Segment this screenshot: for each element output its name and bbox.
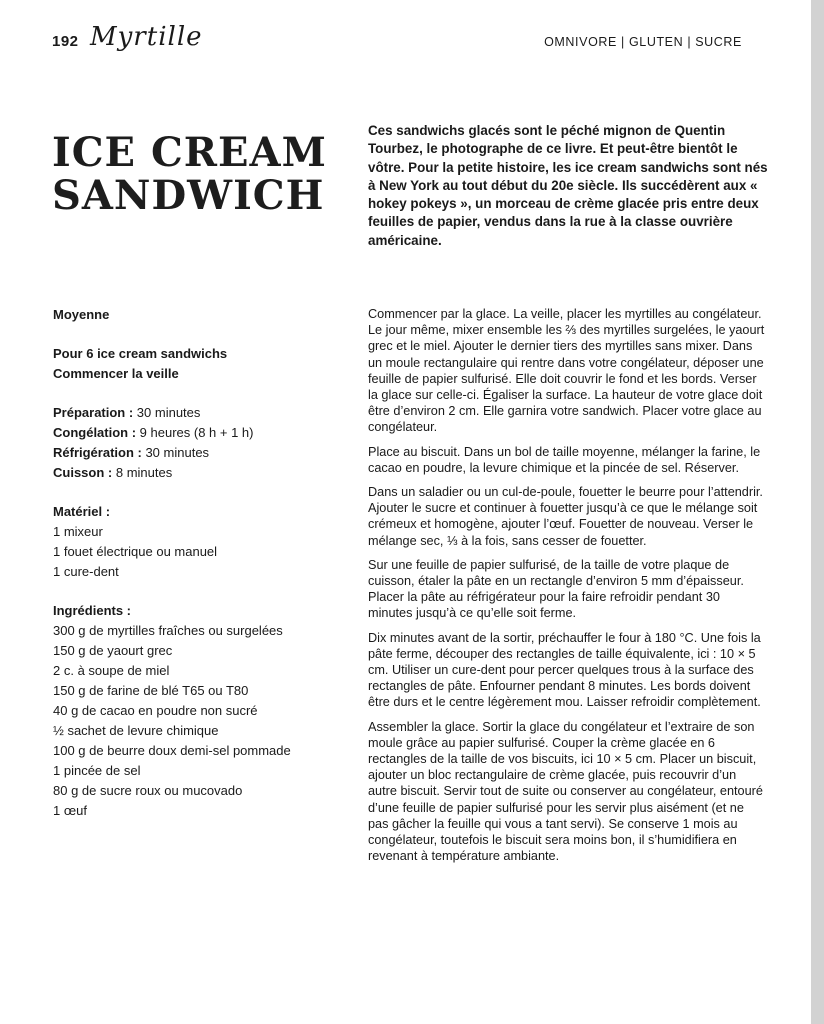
times-list [53,403,323,483]
ingredient-item: ½ sachet de levure chimique [53,723,219,738]
ingredient-item: 100 g de beurre doux demi-sel pommade [53,743,291,758]
time-row [53,403,323,423]
timing-note: Commencer la veille [53,366,179,381]
time-row [53,423,323,443]
ingredient-item: 1 pincée de sel [53,763,141,778]
time-label: Réfrigération : [53,445,142,460]
equipment-item: 1 cure-dent [53,564,119,579]
step-paragraph: Dans un saladier ou un cul-de-poule, fouetter le beurre pour l’attendrir. Ajouter le sucre et continuer à fouetter jusqu’à ce que le mélange soit crémeux et homogène, ajouter l’œuf. Fouetter de nouveau. Verser le mélange sec, ⅓ à la fois, sans cesser de fouetter. [368,485,763,548]
step-paragraph: Dix minutes avant de la sortir, préchauffer le four à 180 °C. Une fois la pâte ferme, découper des rectangles de taille équivalente, ici : 10 × 5 cm. Utiliser un cure-dent pour percer quelques trous à la surface des rectangles de pâte. Enfourner pendant 8 minutes. Les bords doivent être durs et le centre légèrement mou. Laisser refroidir complètement. [368,630,761,710]
recipe-title-line: ICE CREAM [52,129,327,176]
time-value: 30 minutes [133,405,201,420]
difficulty: Moyenne [53,307,110,322]
time-row [53,463,323,483]
ingredient-item: 40 g de cacao en poudre non sucré [53,703,258,718]
time-label: Cuisson : [53,465,113,480]
diet-tags: OMNIVORE | GLUTEN | SUCRE [544,35,742,49]
recipe-steps [368,306,766,873]
recipe-title [52,131,342,217]
time-value: 30 minutes [141,445,210,460]
ingredient-item: 150 g de farine de blé T65 ou T80 [53,683,249,698]
step-paragraph: Assembler la glace. Sortir la glace du congélateur et l’extraire de son moule grâce au papier sulfurisé. Couper la crème glacée en 6 rectangles de la taille de vos biscuits, ici 10 × 5 cm. Placer un biscuit, ajouter un bloc rectangulaire de crème glacée, puis recouvrir d’un autre biscuit. Servir tout de suite ou conserver au congélateur, entouré d’une feuille de papier sulfurisé pour les servir plus aisément (et ne pas gâcher la feuille qui vous a tant servi). Se conserve 1 mois au congélateur, toutefois le biscuit sera moins bon, il s’humidifiera en revenant à température ambiante. [368,719,763,864]
ingredient-item: 300 g de myrtilles fraîches ou surgelées [53,623,283,638]
recipe-title-line: SANDWICH [52,172,325,219]
time-value: 8 minutes [112,465,173,480]
ingredient-item: 1 œuf [53,803,87,818]
ingredient-item: 80 g de sucre roux ou mucovado [53,783,243,798]
equipment-heading: Matériel : [53,504,111,519]
equipment-list [53,502,323,582]
recipe-intro: Ces sandwichs glacés sont le péché mignon de Quentin Tourbez, le photographe de ce livre. Et peut-être bientôt le vôtre. Pour la petite histoire, les ice cream sandwichs sont nés à New York au tout début du 20e siècle. Ils succédèrent aux « hokey pokeys », un morceau de crème glacée pris entre deux feuilles de papier, vendus dans la rue à la classe ouvrière américaine. [368,123,768,248]
time-value: 9 heures (8 h + 1 h) [136,425,254,440]
page-gutter [811,0,824,1024]
ingredients-heading: Ingrédients : [53,603,132,618]
equipment-item: 1 mixeur [53,524,103,539]
time-row [53,443,323,463]
servings: Pour 6 ice cream sandwichs [53,346,228,361]
recipe-info-sidebar [53,305,323,840]
ingredient-item: 2 c. à soupe de miel [53,663,170,678]
ingredients-list [53,601,323,821]
page-number: 192 [52,33,79,50]
ingredient-item: 150 g de yaourt grec [53,643,173,658]
time-label: Préparation : [53,405,134,420]
step-paragraph: Place au biscuit. Dans un bol de taille moyenne, mélanger la farine, le cacao en poudre, la levure chimique et la pincée de sel. Réserver. [368,444,761,475]
chapter-title: Myrtille [90,22,203,52]
step-paragraph: Sur une feuille de papier sulfurisé, de la taille de votre plaque de cuisson, étaler la pâte en un rectangle d’environ 5 mm d’épaisseur. Placer la pâte au réfrigérateur pour la faire refroidir pendant 30 minutes jusqu’à ce qu’elle soit ferme. [368,557,744,621]
time-label: Congélation : [53,425,137,440]
equipment-item: 1 fouet électrique ou manuel [53,544,218,559]
step-paragraph: Commencer par la glace. La veille, placer les myrtilles au congélateur. Le jour même, mixer ensemble les ⅔ des myrtilles surgelées, le yaourt grec et le miel. Ajouter le dernier tiers des myrtilles sans mixer. Dans un moule rectangulaire qui rentre dans votre congélateur, déposer une feuille de papier sulfurisé. Elle doit couvrir le fond et les bords. Verser la glace sur celle-ci. Égaliser la surface. La hauteur de votre glace doit être d’environ 2 cm. Elle garnira votre sandwich. Placer votre glace au congélateur. [368,307,765,435]
